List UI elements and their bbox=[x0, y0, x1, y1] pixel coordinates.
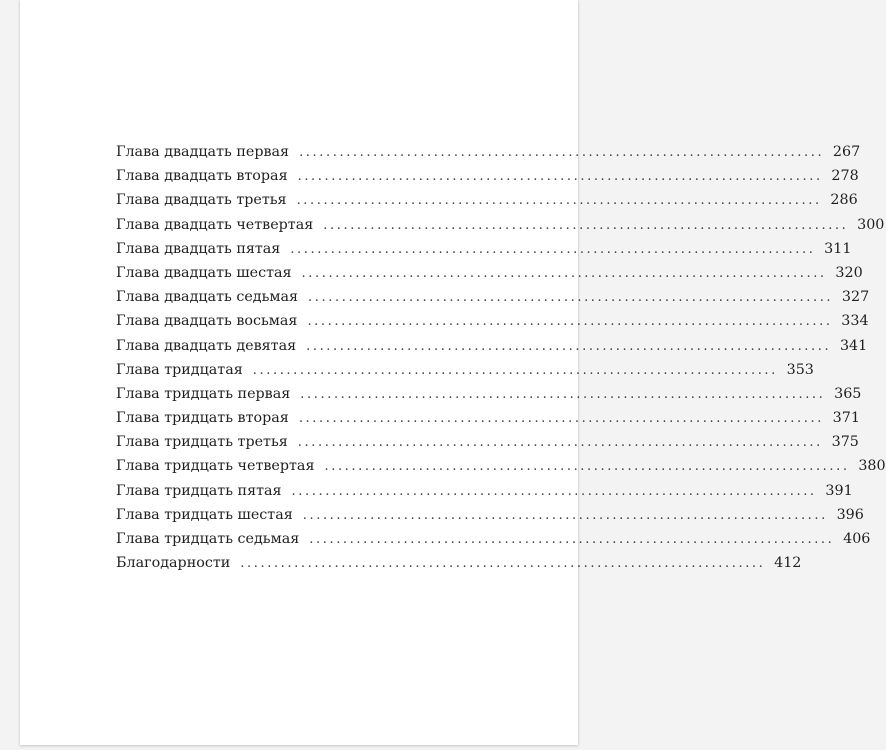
toc-entry-page: 320 bbox=[835, 264, 863, 281]
dot-leader: .............................................................................. bbox=[301, 265, 827, 281]
toc-entry bbox=[116, 531, 871, 555]
dot-leader: .............................................................................. bbox=[308, 290, 834, 306]
book-page bbox=[20, 0, 886, 745]
toc-entry-title: Глава двадцать первая bbox=[116, 144, 290, 160]
dot-leader: .............................................................................. bbox=[291, 483, 817, 499]
toc-entry-page: 300 bbox=[857, 216, 885, 233]
dot-leader: .............................................................................. bbox=[252, 362, 778, 378]
toc-entry bbox=[116, 458, 886, 482]
dot-leader: .............................................................................. bbox=[309, 532, 835, 547]
toc-entry bbox=[116, 482, 853, 507]
toc-entry-title: Глава тридцать седьмая bbox=[116, 531, 300, 547]
toc-entry-title: Благодарности bbox=[116, 555, 231, 572]
toc-entry bbox=[116, 337, 868, 362]
toc-entry-page: 371 bbox=[832, 410, 860, 427]
dot-leader: .............................................................................. bbox=[324, 459, 850, 475]
toc-entry bbox=[116, 216, 885, 241]
toc-entry bbox=[116, 506, 864, 531]
toc-entry-title: Глава тридцать шестая bbox=[116, 506, 293, 523]
toc-entry bbox=[116, 264, 863, 289]
dot-leader: .............................................................................. bbox=[297, 169, 823, 185]
toc-entry-page: 341 bbox=[839, 337, 868, 354]
dot-leader: .............................................................................. bbox=[298, 411, 824, 427]
dot-leader: .............................................................................. bbox=[307, 314, 833, 330]
toc-entry-page: 365 bbox=[834, 385, 862, 402]
dot-leader: .............................................................................. bbox=[296, 193, 822, 209]
toc-entry-title: Глава тридцать первая bbox=[116, 385, 291, 402]
toc-entry-page: 406 bbox=[843, 531, 871, 547]
toc-entry-page: 334 bbox=[841, 313, 869, 330]
toc-entry-page: 412 bbox=[774, 555, 802, 572]
toc-entry-page: 267 bbox=[832, 144, 861, 160]
toc-entry-title: Глава двадцать вторая bbox=[116, 168, 288, 185]
toc-entry-title: Глава тридцать третья bbox=[116, 434, 288, 451]
toc-entry bbox=[116, 168, 859, 192]
toc-entry-title: Глава тридцать пятая bbox=[116, 482, 282, 499]
toc-entry-page: 286 bbox=[830, 192, 858, 209]
toc-entry-title: Глава двадцать восьмая bbox=[116, 313, 298, 330]
toc-entry bbox=[116, 289, 870, 313]
toc-entry-page: 391 bbox=[825, 482, 853, 499]
toc-entry-page: 396 bbox=[836, 506, 864, 523]
toc-entry-title: Глава тридцатая bbox=[116, 361, 243, 378]
toc-entry-page: 353 bbox=[786, 361, 814, 378]
dot-leader: .............................................................................. bbox=[299, 145, 825, 160]
toc-entry-title: Глава двадцать третья bbox=[116, 192, 287, 209]
toc-entry bbox=[116, 555, 802, 579]
toc-entry bbox=[116, 385, 862, 410]
toc-entry-page: 375 bbox=[831, 434, 859, 451]
toc-entry-page: 380 bbox=[858, 458, 886, 475]
dot-leader: .............................................................................. bbox=[240, 556, 766, 572]
toc-entry-title: Глава двадцать пятая bbox=[116, 240, 281, 257]
toc-entry-title: Глава двадцать четвертая bbox=[116, 216, 314, 233]
toc-entry-title: Глава двадцать девятая bbox=[116, 337, 297, 354]
toc-entry-page: 327 bbox=[841, 289, 870, 306]
toc-entry-page: 311 bbox=[824, 240, 852, 257]
toc-entry-title: Глава тридцать четвертая bbox=[116, 458, 315, 475]
toc-entry bbox=[116, 434, 859, 458]
toc-entry bbox=[116, 240, 852, 265]
toc-entry-title: Глава тридцать вторая bbox=[116, 410, 289, 427]
dot-leader: .............................................................................. bbox=[290, 241, 816, 257]
dot-leader: .............................................................................. bbox=[297, 435, 823, 451]
toc-entry-title: Глава двадцать седьмая bbox=[116, 289, 299, 306]
toc-entry bbox=[116, 313, 869, 337]
toc-entry bbox=[116, 144, 861, 168]
toc-entry-page: 278 bbox=[831, 168, 859, 185]
dot-leader: .............................................................................. bbox=[306, 338, 832, 354]
table-of-contents bbox=[116, 144, 886, 579]
dot-leader: .............................................................................. bbox=[302, 507, 828, 523]
toc-entry bbox=[116, 410, 860, 434]
toc-entry bbox=[116, 361, 814, 386]
dot-leader: .............................................................................. bbox=[323, 217, 849, 233]
toc-entry bbox=[116, 192, 858, 216]
dot-leader: .............................................................................. bbox=[300, 386, 826, 402]
toc-entry-title: Глава двадцать шестая bbox=[116, 264, 292, 281]
